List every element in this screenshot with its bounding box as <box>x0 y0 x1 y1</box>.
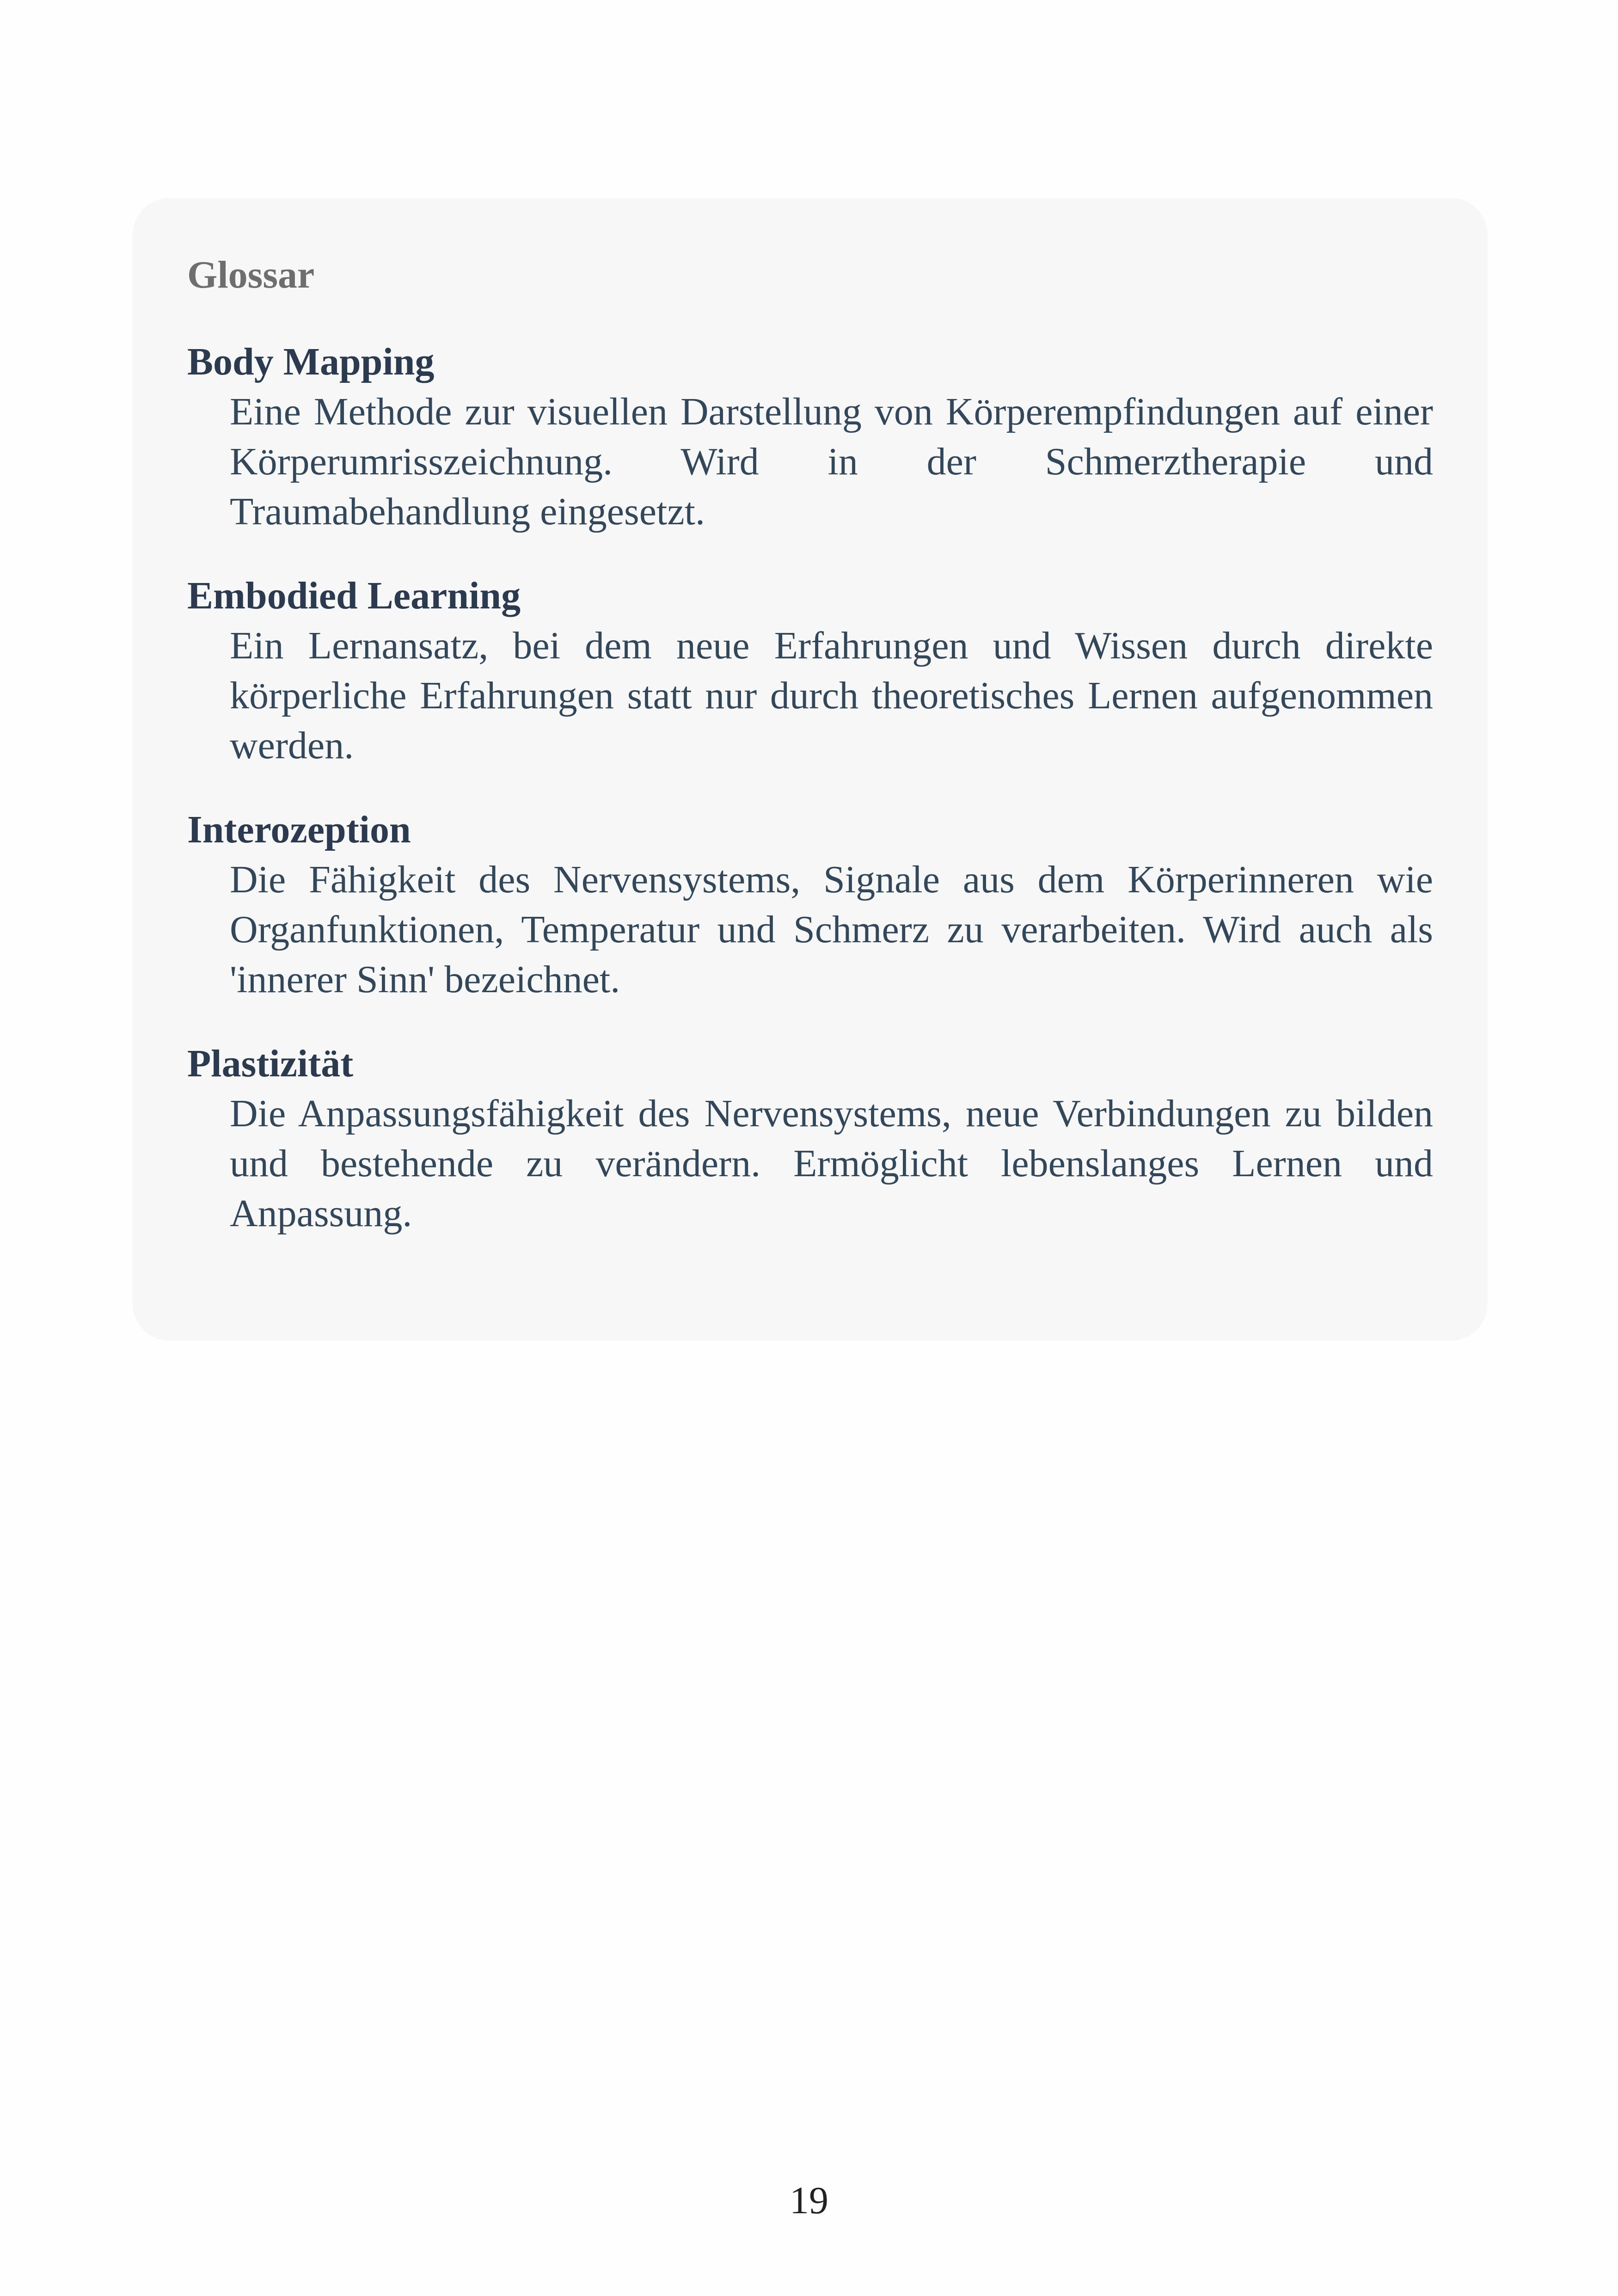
term-definition: Ein Lernansatz, bei dem neue Erfahrungen und Wissen durch direkte körperliche Erfahrungen statt nur durch theoretisches Lernen aufgenommen werden. <box>230 624 1433 767</box>
term-name: Body Mapping <box>187 340 435 383</box>
page-number: 19 <box>790 2179 828 2222</box>
glossary-entry-body-mapping <box>187 339 1433 537</box>
term-definition: Die Anpassungsfähigkeit des Nervensystems, neue Verbindungen zu bilden und bestehende zu verändern. Ermöglicht lebenslanges Lernen und Anpassung. <box>230 1092 1433 1235</box>
term-definition: Die Fähigkeit des Nervensystems, Signale aus dem Körperinneren wie Organfunktionen, Temperatur und Schmerz zu verarbeiten. Wird auch als 'innerer Sinn' bezeichnet. <box>230 858 1433 1001</box>
term-definition: Eine Methode zur visuellen Darstellung von Körperempfindungen auf einer Körperumrisszeichnung. Wird in der Schmerztherapie und Traumabehandlung eingesetzt. <box>230 390 1433 533</box>
glossary-entry-interozeption <box>187 807 1433 1005</box>
term-name: Embodied Learning <box>187 574 521 617</box>
glossary-entry-embodied-learning <box>187 573 1433 771</box>
glossary-box <box>133 198 1488 1341</box>
term-name: Interozeption <box>187 808 411 851</box>
glossary-title: Glossar <box>187 253 315 296</box>
term-name: Plastizität <box>187 1042 354 1085</box>
glossary-entry-plastizitaet <box>187 1041 1433 1239</box>
